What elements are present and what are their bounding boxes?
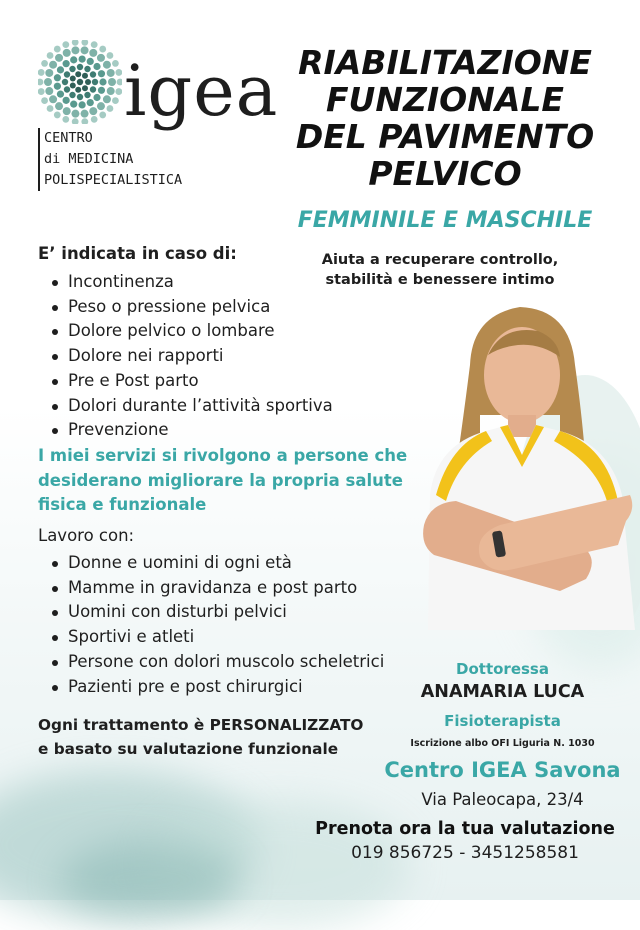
logo-dot [38, 69, 45, 76]
logo-dot [107, 105, 114, 112]
list-item: Dolore pelvico o lombare [50, 319, 333, 344]
logo-dot [90, 71, 96, 77]
logo-dot [41, 97, 48, 104]
logo-dot [84, 92, 90, 98]
logo-dot [62, 116, 69, 123]
page-subtitle: FEMMINILE E MASCHILE [297, 208, 593, 233]
watercolor-wash [60, 840, 240, 920]
logo-dot [72, 40, 79, 46]
list-item: Pre e Post parto [50, 369, 333, 394]
phone-numbers: 019 856725 - 3451258581 [351, 843, 579, 863]
services-statement: I miei servizi si rivolgono a persone che desiderano migliorare la propria salute fisica e funzionale [38, 446, 408, 514]
list-item: Pazienti pre e post chirurgici [50, 675, 384, 700]
logo-dot [69, 92, 75, 98]
logo-dot [98, 70, 105, 77]
logo-sub-line: CENTRO [44, 130, 93, 146]
logo-dot [85, 79, 91, 85]
logo-dot [70, 76, 76, 82]
logo-dot [112, 97, 119, 104]
doctor-name: ANAMARIA LUCA [420, 682, 585, 702]
dotted-circle-logo-icon [38, 40, 122, 124]
registration-number: Iscrizione albo OFI Liguria N. 1030 [410, 738, 595, 749]
logo-dot [63, 97, 70, 104]
logo-dot [54, 46, 61, 53]
logo-dot [91, 41, 98, 48]
list-item: Dolore nei rapporti [50, 344, 333, 369]
logo-dot [107, 69, 115, 77]
logo-dot [47, 105, 54, 112]
logo-dot [99, 112, 106, 119]
logo-dot [82, 73, 88, 79]
logo-dot [41, 60, 48, 67]
center-address: Via Paleocapa, 23/4 [421, 790, 584, 809]
logo-dot [99, 78, 106, 85]
logo-dot [81, 46, 89, 54]
logo-dot [55, 102, 63, 110]
treatment-line: e basato su valutazione funzionale [38, 740, 339, 758]
treatment-statement [38, 713, 363, 761]
logo-dot [115, 69, 122, 76]
logo-dot [64, 71, 70, 77]
logo-dot [45, 87, 53, 95]
logo-dot [115, 88, 122, 95]
logo-dot [93, 63, 100, 70]
list-item: Sportivi e atleti [50, 625, 384, 650]
indications-list [50, 270, 333, 443]
logo-dot [75, 71, 81, 77]
booking-cta: Prenota ora la tua valutazione [315, 819, 615, 839]
works-with-heading: Lavoro con: [38, 526, 135, 545]
logo-dot [103, 61, 111, 69]
logo-dot [72, 118, 79, 124]
logo-dot [98, 87, 105, 94]
logo-dot [45, 69, 53, 77]
logo-dot [57, 66, 64, 73]
logo-dot [71, 46, 79, 54]
indications-heading: E’ indicata in caso di: [38, 244, 237, 263]
logo-subtitle [38, 128, 182, 191]
title-line: RIABILITAZIONE [298, 43, 592, 82]
logo-dot [107, 52, 114, 59]
treatment-line: Ogni trattamento è PERSONALIZZATO [38, 716, 364, 734]
logo-dot [97, 54, 105, 62]
logo-dot [63, 60, 70, 67]
logo-dot [82, 85, 88, 91]
logo-dot [84, 66, 90, 72]
list-item: Donne e uomini di ogni età [50, 551, 384, 576]
logo-dot [92, 79, 98, 85]
logo-dot [63, 49, 71, 57]
logo-dot [38, 79, 43, 86]
logo-dot [69, 66, 75, 72]
logo-dot [89, 49, 97, 57]
logo-dot [99, 46, 106, 53]
logo-dot [70, 56, 77, 63]
center-name: Centro IGEA Savona [384, 758, 621, 782]
logo-dot [38, 88, 45, 95]
title-line: FUNZIONALE [326, 80, 564, 119]
logo-dot [81, 118, 88, 124]
logo-dot [71, 110, 79, 118]
logo-dot [54, 83, 61, 90]
logo-dot [91, 116, 98, 123]
logo-dot [107, 87, 115, 95]
doctor-role: Fisioterapista [444, 712, 561, 730]
title-line: DEL PAVIMENTO [295, 117, 595, 156]
logo-dot [77, 64, 83, 70]
logo-dot [108, 78, 116, 86]
logo-dot [49, 61, 57, 69]
list-item: Uomini con disturbi pelvici [50, 600, 384, 625]
logo-dot [89, 107, 97, 115]
logo-dot [81, 40, 88, 46]
logo-dot [70, 101, 77, 108]
igea-logo [38, 40, 278, 190]
logo-dot [117, 79, 122, 86]
list-item: Mamme in gravidanza e post parto [50, 576, 384, 601]
logo-wordmark: igea [124, 50, 279, 132]
page-title [290, 44, 600, 192]
logo-dot [75, 87, 81, 93]
list-item: Dolori durante l’attività sportiva [50, 394, 333, 419]
logo-dot [70, 82, 76, 88]
logo-dot [54, 74, 61, 81]
tagline: Aiuta a recuperare controllo, stabilità e benessere intimo [321, 252, 559, 288]
logo-dot [44, 78, 52, 86]
logo-dot [64, 86, 70, 92]
logo-dot [79, 56, 86, 63]
title-line: PELVICO [368, 154, 522, 193]
logo-dot [81, 110, 89, 118]
list-item: Peso o pressione pelvica [50, 295, 333, 320]
logo-dot [62, 79, 68, 85]
logo-dot [57, 91, 64, 98]
list-item: Prevenzione [50, 418, 333, 443]
list-item: Incontinenza [50, 270, 333, 295]
logo-dot [63, 107, 71, 115]
logo-dot [97, 102, 105, 110]
logo-sub-line: POLISPECIALISTICA [44, 172, 183, 188]
logo-dot [49, 95, 57, 103]
doctor-title: Dottoressa [456, 660, 549, 678]
logo-dot [103, 95, 111, 103]
logo-dot [55, 54, 63, 62]
logo-dot [90, 86, 96, 92]
therapist-photo [410, 295, 640, 630]
logo-sub-line: di MEDICINA [44, 151, 134, 167]
list-item: Persone con dolori muscolo scheletrici [50, 650, 384, 675]
logo-dot [62, 41, 69, 48]
logo-dot [93, 94, 100, 101]
logo-dot [77, 94, 83, 100]
logo-dot [54, 112, 61, 119]
logo-dot [87, 58, 94, 65]
logo-dot [47, 52, 54, 59]
logo-dot [112, 60, 119, 67]
works-with-list [50, 551, 384, 699]
logo-dot [79, 101, 86, 108]
logo-dot [87, 99, 94, 106]
logo-dot [77, 79, 83, 85]
